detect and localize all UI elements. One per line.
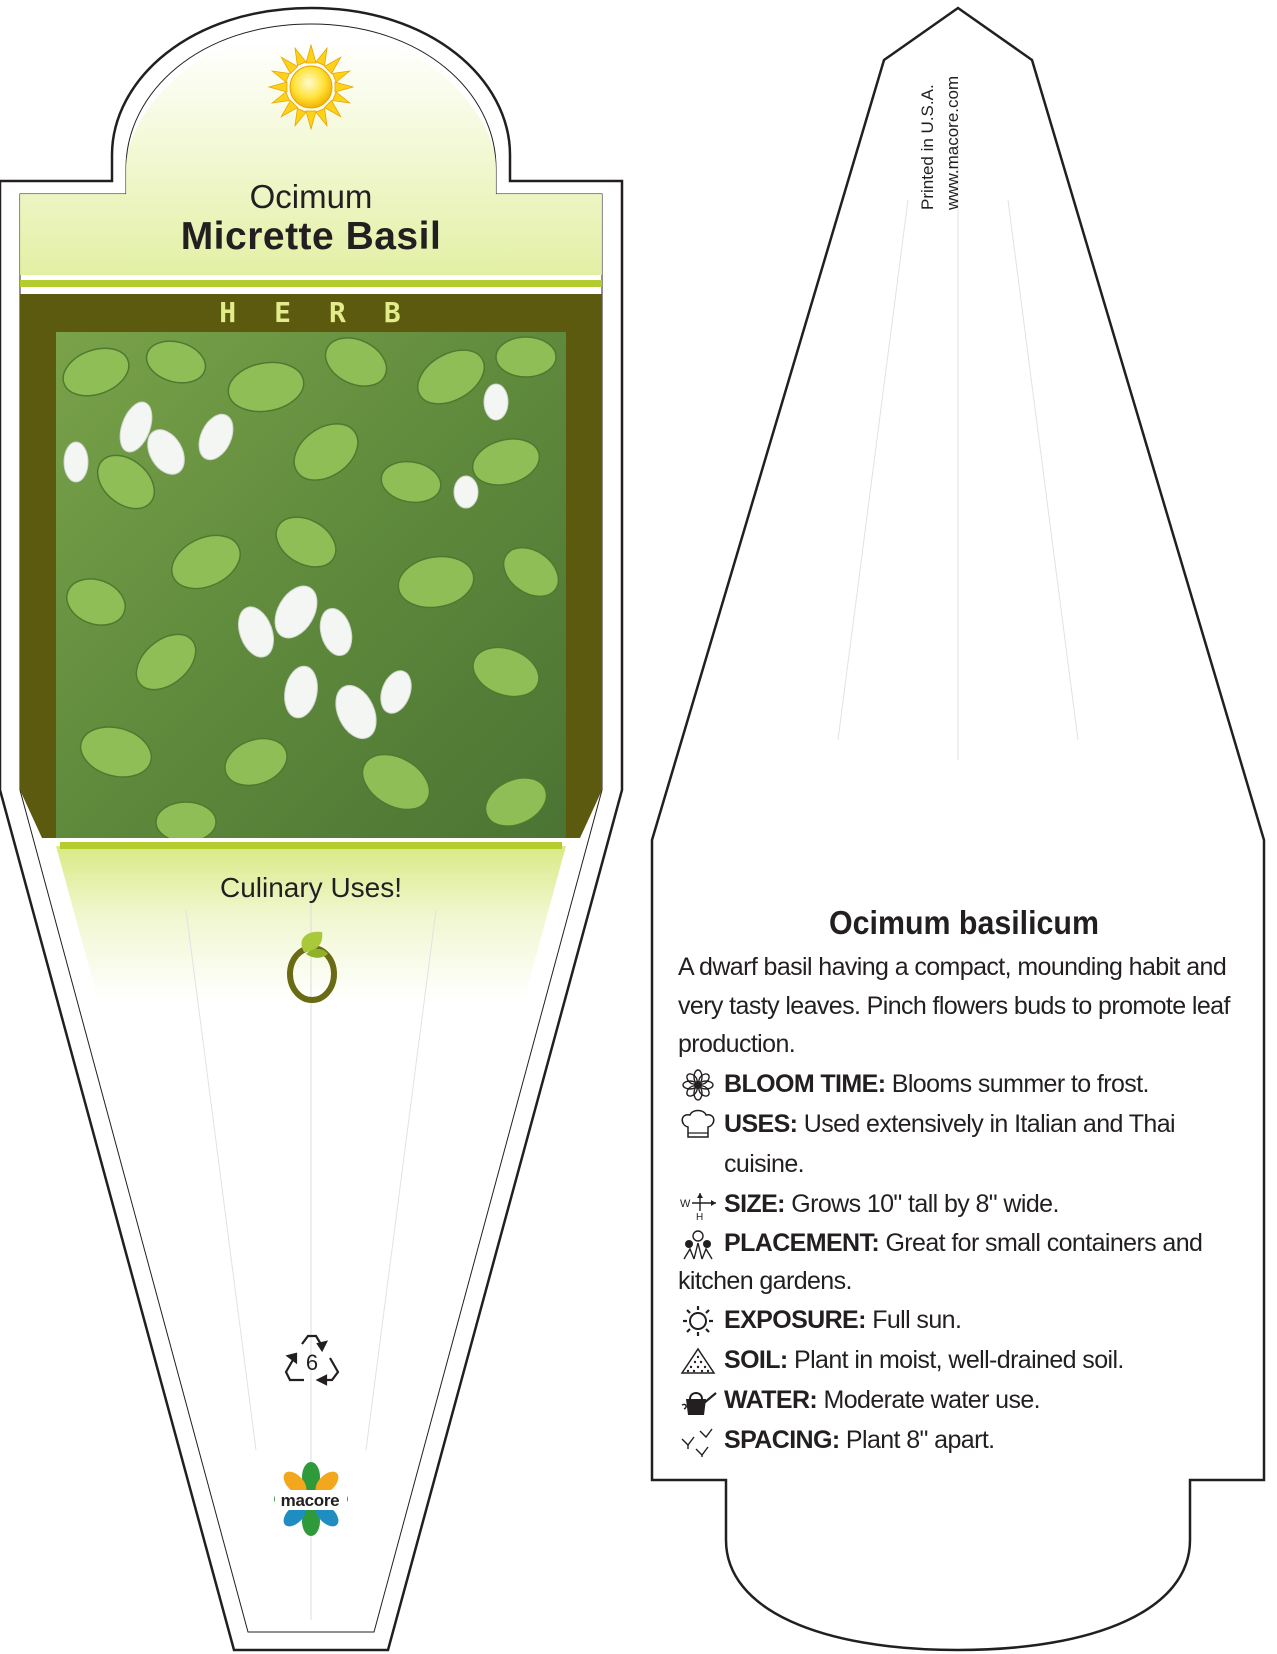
- bloom-time-label: BLOOM TIME:: [724, 1069, 886, 1098]
- bloom-icon: [678, 1069, 720, 1101]
- plant-info: [678, 904, 1250, 1460]
- plant-category: HERB: [219, 296, 439, 329]
- watering-can-icon: [678, 1385, 720, 1417]
- placement-label: PLACEMENT:: [724, 1228, 880, 1257]
- exposure-label: EXPOSURE:: [724, 1305, 866, 1334]
- plant-genus: Ocimum: [249, 178, 373, 215]
- size-icon: [678, 1189, 720, 1221]
- placement-row: [678, 1224, 1250, 1300]
- spacing-value: Plant 8" apart.: [839, 1425, 995, 1454]
- size-row: [678, 1184, 1250, 1224]
- size-value: Grows 10" tall by 8" wide.: [784, 1189, 1059, 1218]
- chef-hat-icon: [678, 1109, 720, 1141]
- sun-icon: [268, 44, 354, 130]
- placement-icon: [678, 1229, 720, 1261]
- svg-text:H: H: [696, 1211, 703, 1221]
- soil-row: [678, 1340, 1250, 1380]
- placement-value: Great for small containers and: [879, 1228, 1203, 1257]
- soil-value: Plant in moist, well-drained soil.: [787, 1345, 1124, 1374]
- culinary-tagline: Culinary Uses!: [219, 872, 403, 903]
- culinary-leaf-icon: [284, 928, 340, 1004]
- uses-value: Used extensively in Italian and Thai cuisine.: [724, 1109, 1175, 1178]
- recycle-code: 6: [305, 1350, 319, 1375]
- water-label: WATER:: [724, 1385, 818, 1414]
- svg-text:W: W: [680, 1197, 690, 1210]
- water-row: [678, 1380, 1250, 1420]
- species-name: Ocimum basilicum: [829, 904, 1099, 941]
- uses-label: USES:: [724, 1109, 798, 1138]
- bloom-time-value: Blooms summer to frost.: [885, 1069, 1149, 1098]
- printed-in-text: Printed in U.S.A.: [918, 84, 937, 210]
- printed-info: [915, 76, 965, 210]
- spacing-row: [678, 1420, 1250, 1460]
- water-value: Moderate water use.: [817, 1385, 1040, 1414]
- spacing-icon: [678, 1425, 720, 1457]
- placement-value-cont: kitchen gardens.: [678, 1266, 852, 1295]
- bloom-time-row: [678, 1064, 1250, 1104]
- brand-name: macore: [280, 1491, 340, 1510]
- sun-exposure-icon: [678, 1305, 720, 1337]
- plant-description: A dwarf basil having a compact, mounding habit and very tasty leaves. Pinch flowers buds to promote leaf production.: [678, 953, 1230, 1058]
- website-text: www.macore.com: [943, 75, 962, 210]
- spacing-label: SPACING:: [724, 1425, 840, 1454]
- soil-label: SOIL:: [724, 1345, 788, 1374]
- exposure-value: Full sun.: [865, 1305, 962, 1334]
- plant-photo: [56, 332, 566, 838]
- soil-icon: [678, 1345, 720, 1377]
- exposure-row: [678, 1300, 1250, 1340]
- size-label: SIZE:: [724, 1189, 785, 1218]
- uses-row: [678, 1104, 1250, 1184]
- plant-variety-name: Micrette Basil: [180, 215, 442, 258]
